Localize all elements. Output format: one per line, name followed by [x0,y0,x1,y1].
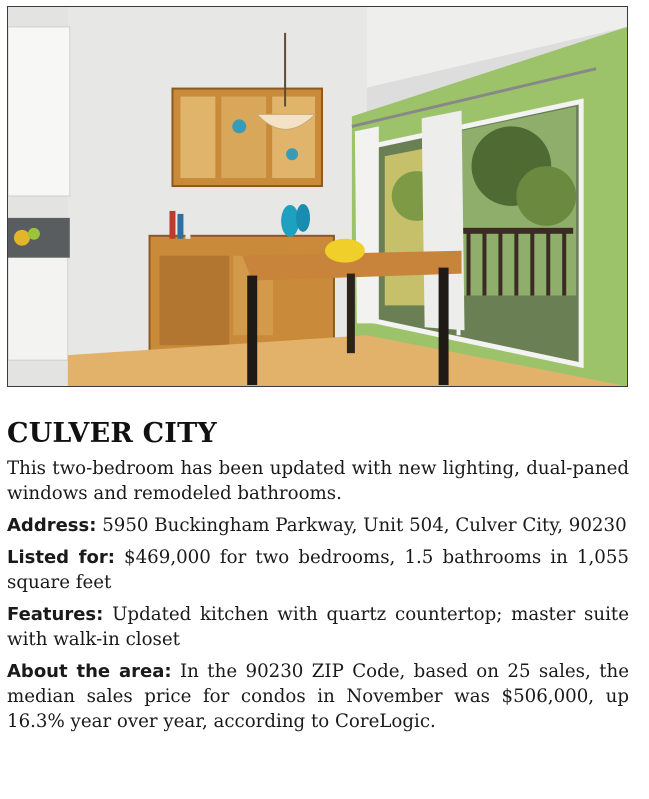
headline: CULVER CITY [7,418,217,449]
listed-label: Listed for: [7,547,115,568]
area-value: In the 90230 ZIP Code, based on 25 sales, the median sales price for condos in November was $506,000, up 16.3% year over year, according to CoreLogic. [7,661,629,732]
listed-value: $469,000 for two bedrooms, 1.5 bathrooms in 1,055 square feet [7,547,629,593]
address-label: Address: [7,515,97,536]
features-value: Updated kitchen with quartz countertop; master suite with walk-in closet [7,604,629,650]
listed-paragraph [7,545,629,595]
features-label: Features: [7,604,104,625]
intro-paragraph: This two-bedroom has been updated with new lighting, dual-paned windows and remodeled bathrooms. [7,458,629,504]
address-value: 5950 Buckingham Parkway, Unit 504, Culver City, 90230 [102,515,627,536]
address-paragraph [7,513,629,538]
listing-photo [7,6,628,387]
features-paragraph [7,602,629,652]
dining-room-photo [8,7,627,386]
article-body [7,456,629,741]
area-paragraph [7,659,629,734]
area-label: About the area: [7,661,172,682]
